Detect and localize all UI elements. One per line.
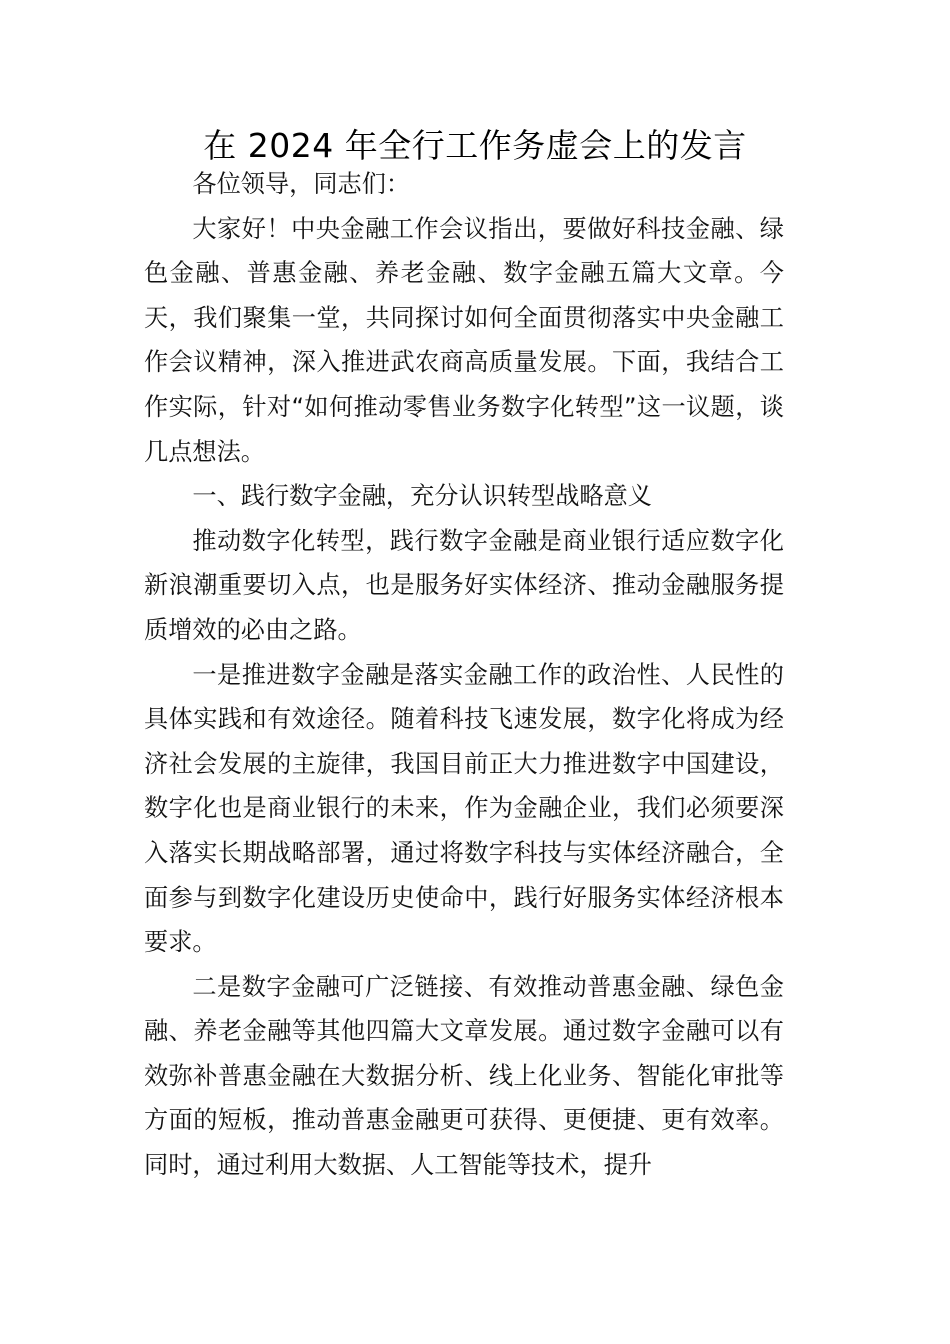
section-intro-paragraph: 推动数字化转型，践行数字金融是商业银行适应数字化新浪潮重要切入点，也是服务好实体经济、推动金融服务提质增效的必由之路。	[144, 526, 784, 644]
salutation-paragraph: 各位领导，同志们：	[192, 170, 411, 198]
point-two-paragraph: 二是数字金融可广泛链接、有效推动普惠金融、绿色金融、养老金融等其他四篇大文章发展。通过数字金融可以有效弥补普惠金融在大数据分析、线上化业务、智能化审批等方面的短板，推动普惠金融更可获得、更便捷、更有效率。同时，通过利用大数据、人工智能等技术，提升	[144, 972, 784, 1180]
section-heading-1: 一、践行数字金融，充分认识转型战略意义	[192, 482, 652, 511]
point-one-paragraph: 一是推进数字金融是落实金融工作的政治性、人民性的具体实践和有效途径。随着科技飞速发展，数字化将成为经济社会发展的主旋律，我国目前正大力推进数字中国建设，数字化也是商业银行的未来，作为金融企业，我们必须要深入落实长期战略部署，通过将数字科技与实体经济融合，全面参与到数字化建设历史使命中，践行好服务实体经济根本要求。	[144, 660, 784, 957]
opening-paragraph: 大家好！中央金融工作会议指出，要做好科技金融、绿色金融、普惠金融、养老金融、数字金融五篇大文章。今天，我们聚集一堂，共同探讨如何全面贯彻落实中央金融工作会议精神，深入推进武农商高质量发展。下面，我结合工作实际，针对“如何推动零售业务数字化转型”这一议题，谈几点想法。	[144, 214, 784, 466]
document-title: 在 2024 年全行工作务虚会上的发言	[203, 126, 747, 165]
document-body	[144, 162, 784, 1188]
